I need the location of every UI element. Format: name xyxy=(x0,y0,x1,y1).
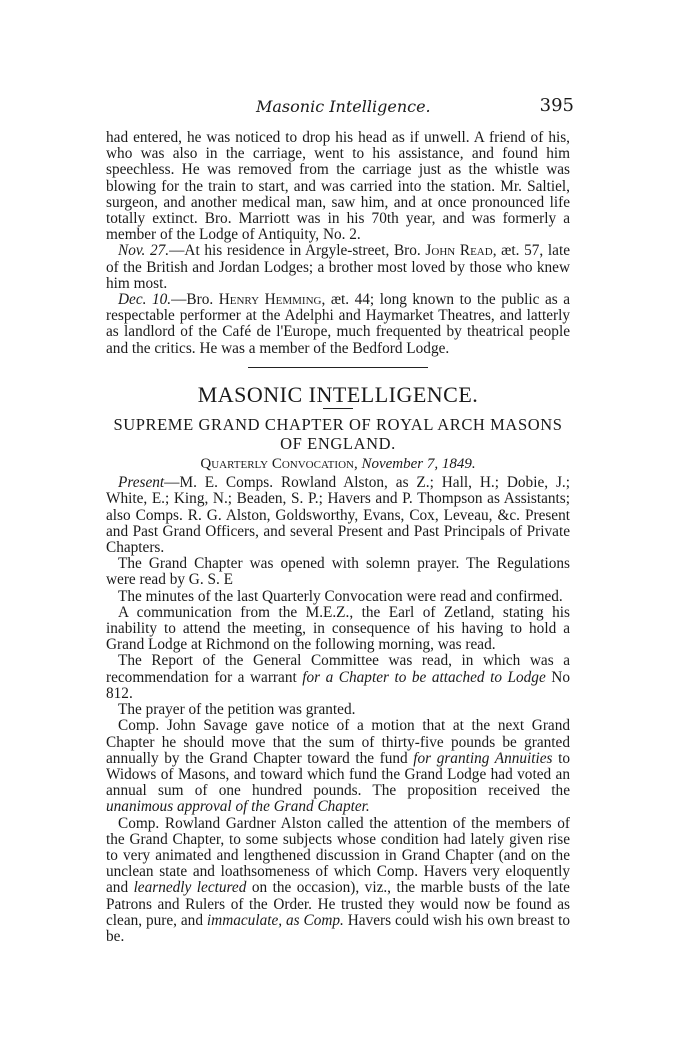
section-heading: MASONIC INTELLIGENCE. xyxy=(197,381,479,407)
body-paragraph: Comp. John Savage gave notice of a motion that at the next Grand Chapter he should move that the sum of thirty-five pounds be granted annually by the Grand Chapter toward the fund for granting Annuities to Widows of Masons, and toward which fund the Grand Lodge had voted an annual sum of one hundred pounds. The proposition received the unanimous approval of the Grand Chapter. xyxy=(106,717,571,816)
section-subheading: SUPREME GRAND CHAPTER OF ROYAL ARCH MASONS OF ENGLAND. xyxy=(113,415,563,454)
present-label: Present xyxy=(118,474,165,492)
convocation-line: Quarterly Convocation, November 7, 1849. xyxy=(200,456,476,473)
obituary-paragraph: had entered, he was noticed to drop his head as if unwell. A friend of his, who was also in the carriage, went to his assistance, and found him speechless. He was removed from the carriage just as the whistle was blowing for the train to start, and was carried into the station. Mr. Saltiel, surgeon, and another medical man, saw him, and at once pronounced life totally extinct. Bro. Marriott was in his 70th year, and was formerly a member of the Lodge of Antiquity, No. 2. xyxy=(106,129,570,244)
obituary-entry-nov-27: Nov. 27.—At his residence in Argyle-street, Bro. John Read, æt. 57, late of the British and Jordan Lodges; a brother most loved by those who knew him most. xyxy=(106,242,570,292)
running-title: Masonic Intelligence. xyxy=(256,97,431,116)
heading-underline xyxy=(323,408,353,409)
obituary-date: Nov. 27. xyxy=(118,242,170,260)
obituary-date: Dec. 10. xyxy=(118,291,172,309)
present-paragraph: Present—M. E. Comps. Rowland Alston, as Z.; Hall, H.; Dobie, J.; White, E.; King, N.; Beaden, S. P.; Havers and P. Thompson as Assistants; also Comps. R. G. Alston, Goldsworthy, Evans, Cox, Leveau, &c. Present and Past Grand Officers, and several Present and Past Principals of Private Chapters. xyxy=(106,474,570,557)
body-paragraph: The Report of the General Committee was read, in which was a recommendation for a warrant for a Chapter to be attached to Lodge No 812. xyxy=(106,652,570,702)
person-name: Henry Hemming xyxy=(218,291,322,309)
body-paragraph: The Grand Chapter was opened with solemn prayer. The Regulations were read by G. S. E xyxy=(106,555,570,589)
body-paragraph: Comp. Rowland Gardner Alston called the attention of the members of the Grand Chapter, to some subjects whose condition had lately given rise to very animated and lengthened discussion in Grand Chapter (and on the unclean state and loathsomeness of which Comp. Havers very eloquently and learnedly lectured on the occasion), viz., the marble busts of the late Patrons and Rulers of the Order. He trusted they would now be found as clean, pure, and immaculate, as Comp. Havers could wish his own breast to be. xyxy=(106,814,570,945)
body-paragraph: The prayer of the petition was granted. xyxy=(118,701,356,719)
page-number: 395 xyxy=(539,95,574,116)
page-text xyxy=(106,130,570,945)
obituary-entry-dec-10: Dec. 10.—Bro. Henry Hemming, æt. 44; long known to the public as a respectable performer at the Adelphi and Haymarket Theatres, and latterly as landlord of the Café de l'Europe, much frequented by theatrical people and the critics. He was a member of the Bedford Lodge. xyxy=(106,291,570,357)
section-divider xyxy=(248,367,428,368)
person-name: John Read xyxy=(425,242,493,260)
body-paragraph: The minutes of the last Quarterly Convocation were read and confirmed. xyxy=(118,587,563,605)
body-paragraph: A communication from the M.E.Z., the Earl of Zetland, stating his inability to attend the meeting, in consequence of his having to hold a Grand Lodge at Richmond on the following morning, was read. xyxy=(106,603,570,654)
